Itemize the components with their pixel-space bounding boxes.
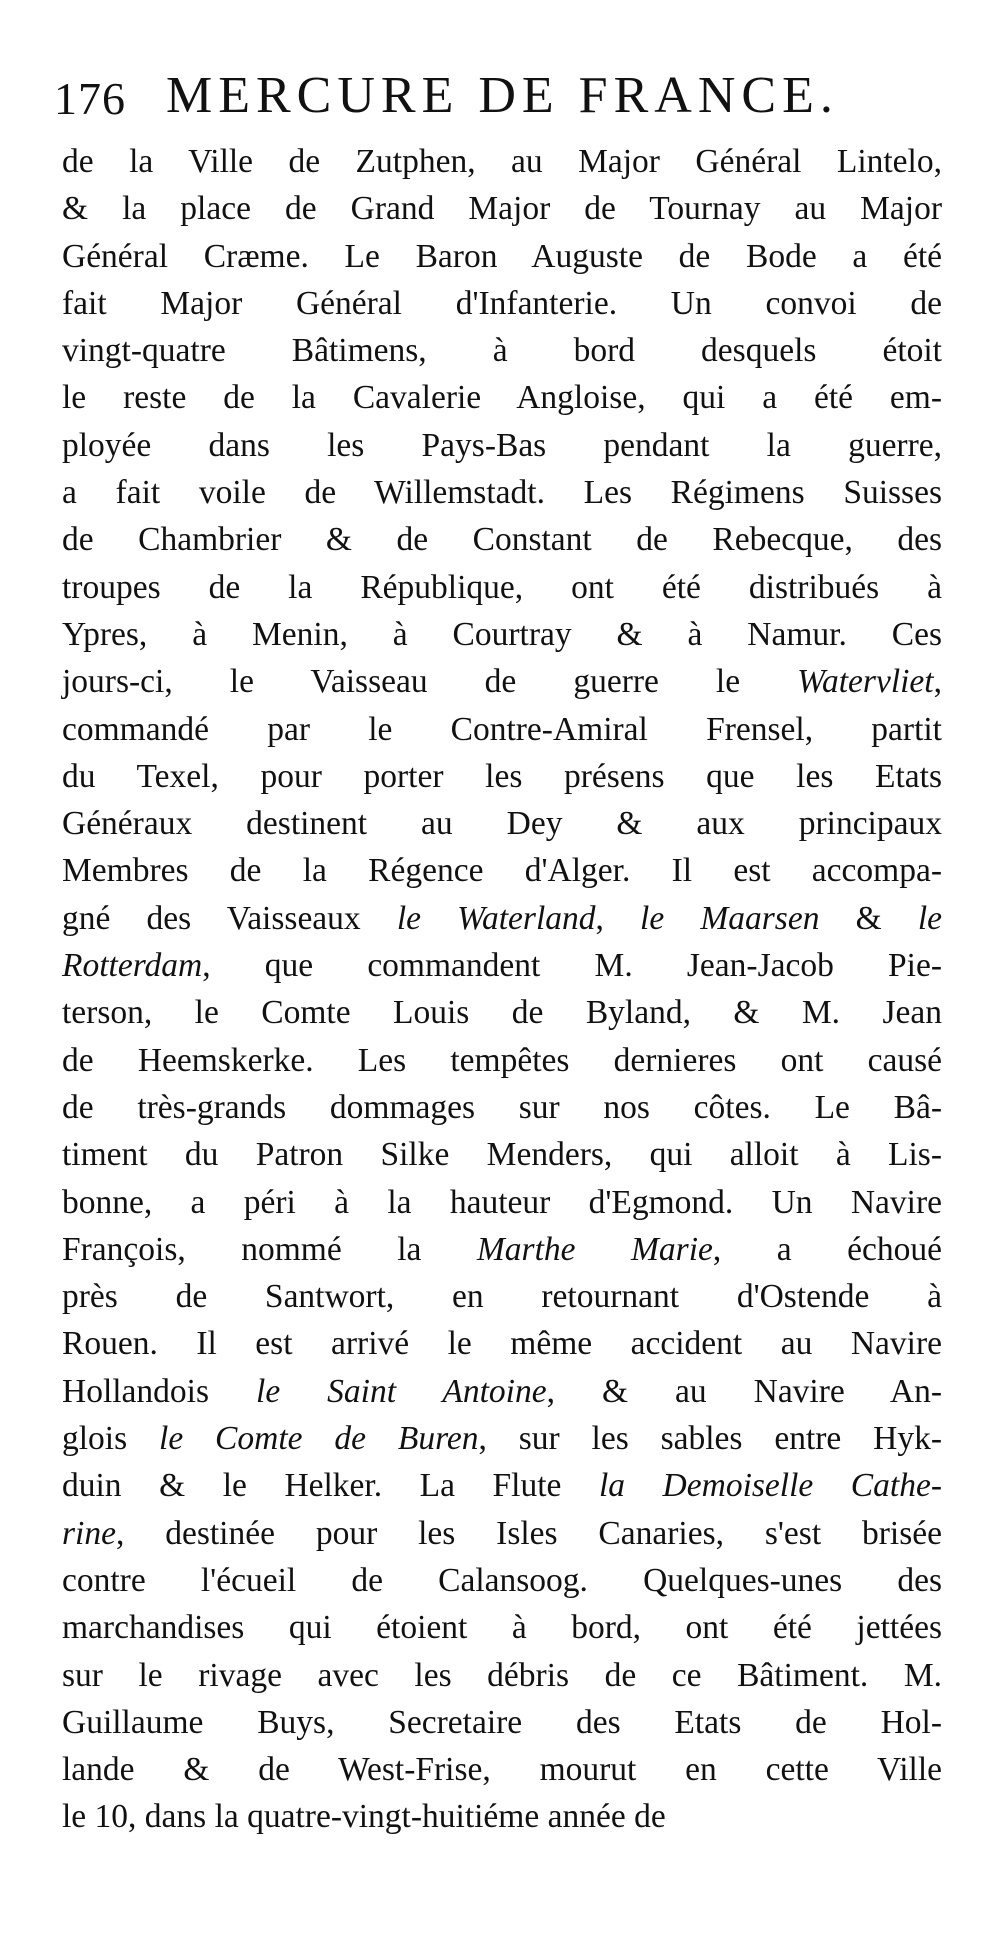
text-segment: Généraux destinent au Dey & aux principaux [62,805,942,843]
text-line [62,1557,942,1604]
text-segment: & [819,899,918,937]
text-line [62,1746,942,1793]
text-line [62,516,942,563]
text-line [62,564,942,611]
italic-text-segment: le Saint Antoine [256,1372,547,1410]
text-segment: sur le rivage avec les débris de ce Bâtiment. M. [62,1656,942,1694]
italic-text-segment: rine [62,1514,116,1552]
italic-text-segment: le Waterland [396,899,596,937]
text-line [62,1226,942,1273]
text-line [62,1037,942,1084]
text-segment: , destinée pour les Isles Canaries, s'est brisée [115,1514,942,1552]
italic-text-segment: le Maarsen [640,899,820,937]
text-line [62,1415,942,1462]
text-segment: gné des Vaisseaux [62,899,397,937]
text-line [62,1604,942,1651]
text-line [62,185,942,232]
text-segment: Général Cræme. Le Baron Auguste de Bode a été [62,237,942,275]
text-segment: , [933,663,942,701]
text-line [62,1273,942,1320]
text-line [62,469,942,516]
text-segment: près de Santwort, en retournant d'Ostende à [62,1278,942,1316]
text-line [62,1084,942,1131]
text-segment: le reste de la Cavalerie Angloise, qui a été em- [62,379,942,417]
text-line [62,1131,942,1178]
text-segment: terson, le Comte Louis de Byland, & M. Jean [62,994,942,1032]
text-line [62,1368,942,1415]
italic-text-segment: Watervliet [797,663,934,701]
text-line [62,658,942,705]
text-segment: Ypres, à Menin, à Courtray & à Namur. Ces [62,615,942,653]
text-line [62,706,942,753]
text-segment: de Heemskerke. Les tempêtes dernieres ont causé [62,1041,942,1079]
text-segment: Guillaume Buys, Secretaire des Etats de Hol- [62,1703,942,1741]
page-number: 176 [54,73,126,124]
text-line [62,895,942,942]
text-segment: de très-grands dommages sur nos côtes. Le Bâ- [62,1088,942,1126]
text-line [62,942,942,989]
italic-text-segment: le [917,899,943,937]
text-segment: Membres de la Régence d'Alger. Il est accompa- [62,852,942,890]
text-segment: & la place de Grand Major de Tournay au Major [62,190,942,228]
text-segment: François, nommé la [62,1230,477,1268]
running-title: MERCURE DE FRANCE. [166,67,839,124]
text-line [62,280,942,327]
text-segment: ployée dans les Pays-Bas pendant la guerre, [62,426,942,464]
text-line [62,138,942,185]
text-segment: contre l'écueil de Calansoog. Quelques-unes des [62,1561,942,1599]
text-line [62,1793,942,1840]
page-header [54,66,894,126]
text-line [62,800,942,847]
text-segment: commandé par le Contre-Amiral Frensel, partit [62,710,942,748]
text-line [62,611,942,658]
text-segment: a fait voile de Willemstadt. Les Régimens Suisses [62,474,942,512]
italic-text-segment: Marthe Marie [476,1230,713,1268]
text-line [62,847,942,894]
text-segment: , que commandent M. Jean-Jacob Pie- [202,947,942,985]
text-segment: jours-ci, le Vaisseau de guerre le [62,663,798,701]
body-text [62,138,942,1841]
text-line [62,753,942,800]
text-line [62,1462,942,1509]
text-segment: bonne, a péri à la hauteur d'Egmond. Un Navire [62,1183,942,1221]
text-segment: le 10, dans la quatre-vingt-huitiéme année de [62,1798,666,1836]
text-segment: , sur les sables entre Hyk- [478,1420,942,1458]
text-segment: Hollandois [62,1372,257,1410]
text-line [62,233,942,280]
text-segment: lande & de West-Frise, mourut en cette Ville [62,1751,942,1789]
text-segment: duin & le Helker. La Flute [62,1467,599,1505]
text-segment: du Texel, pour porter les présens que les Etats [62,757,942,795]
text-line [62,989,942,1036]
text-line [62,1510,942,1557]
text-line [62,1179,942,1226]
text-segment: , a échoué [712,1230,943,1268]
text-segment: timent du Patron Silke Menders, qui alloit à Lis- [62,1136,942,1174]
text-segment: troupes de la République, ont été distribués à [62,568,942,606]
italic-text-segment: le Comte de Buren [159,1420,479,1458]
italic-text-segment: la Demoiselle Cathe- [598,1467,942,1505]
text-segment: , & au Navire An- [546,1372,942,1410]
text-segment: Rouen. Il est arrivé le même accident au Navire [62,1325,942,1363]
text-segment: glois [62,1420,160,1458]
text-line [62,1652,942,1699]
italic-text-segment: Rotterdam [62,947,203,985]
text-line [62,422,942,469]
text-segment: de Chambrier & de Constant de Rebecque, des [62,521,942,559]
text-segment: vingt-quatre Bâtimens, à bord desquels étoit [62,332,942,370]
text-segment: de la Ville de Zutphen, au Major Général Lintelo, [62,143,942,180]
text-line [62,1699,942,1746]
text-line [62,374,942,421]
text-line [62,327,942,374]
text-line [62,1320,942,1367]
text-segment: , [595,899,641,937]
text-segment: marchandises qui étoient à bord, ont été jettées [62,1609,942,1647]
text-segment: fait Major Général d'Infanterie. Un convoi de [62,284,942,322]
